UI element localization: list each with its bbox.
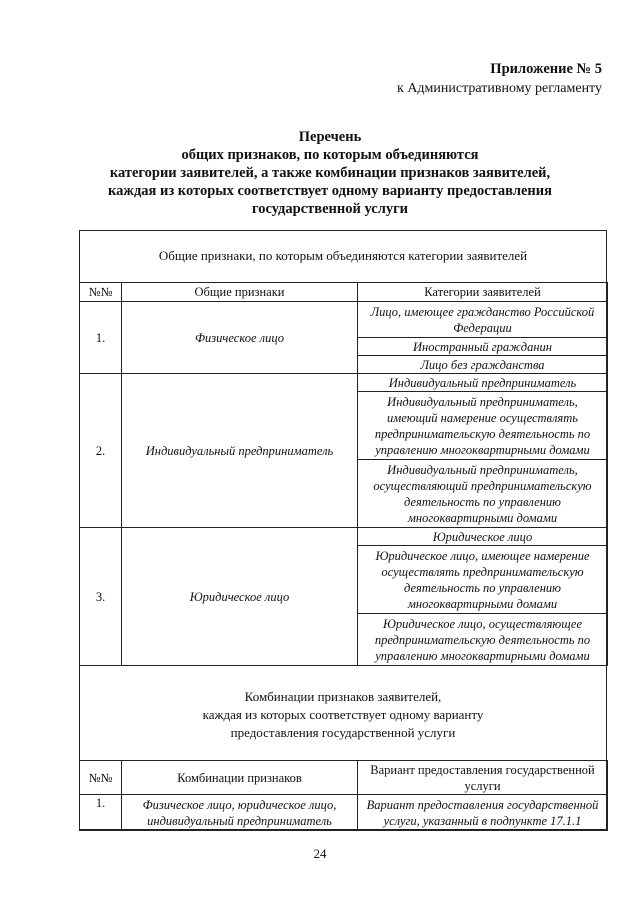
heading-line: государственной услуги — [251, 201, 409, 217]
category-cell: Лицо без гражданства — [358, 356, 608, 374]
table-header-row — [80, 761, 608, 795]
column-header: Комбинации признаков — [122, 761, 358, 795]
row-number: 3. — [80, 528, 122, 666]
document-heading — [60, 128, 600, 218]
column-header: Вариант предоставления государственной услуги — [358, 761, 608, 795]
table-header-row — [80, 283, 608, 302]
table-row — [80, 302, 608, 338]
section2-title-line: предоставления государственной услуги — [230, 725, 456, 740]
category-cell: Лицо, имеющее гражданство Российской Федерации — [358, 302, 608, 338]
column-header: Общие признаки — [122, 283, 358, 302]
combination-cell: Физическое лицо, юридическое лицо, индивидуальный предприниматель — [122, 795, 358, 831]
row-number: 1. — [80, 302, 122, 374]
feature-cell: Юридическое лицо — [122, 528, 358, 666]
row-number: 2. — [80, 374, 122, 528]
table-row — [80, 528, 608, 546]
category-cell: Юридическое лицо — [358, 528, 608, 546]
category-cell: Юридическое лицо, осуществляющее предпринимательскую деятельность по управлению многоквартирными домами — [358, 614, 608, 666]
category-cell: Юридическое лицо, имеющее намерение осуществлять предпринимательскую деятельность по управлению многоквартирными домами — [358, 546, 608, 614]
variant-cell: Вариант предоставления государственной услуги, указанный в подпункте 17.1.1 — [358, 795, 608, 831]
table-row — [80, 795, 608, 831]
table-row — [80, 374, 608, 392]
category-cell: Индивидуальный предприниматель, осуществляющий предпринимательскую деятельность по управлению многоквартирными домами — [358, 460, 608, 528]
features-table — [79, 282, 608, 666]
section1-title: Общие признаки, по которым объединяются категории заявителей — [158, 248, 528, 263]
category-cell: Индивидуальный предприниматель, имеющий намерение осуществлять предпринимательскую деятельность по управлению многоквартирными домами — [358, 392, 608, 460]
column-header: №№ — [80, 761, 122, 795]
column-header: Категории заявителей — [358, 283, 608, 302]
category-cell: Иностранный гражданин — [358, 338, 608, 356]
category-cell: Индивидуальный предприниматель — [358, 374, 608, 392]
row-number: 1. — [80, 795, 122, 831]
appendix-subtitle: к Административному регламенту — [397, 81, 602, 96]
page-number: 24 — [313, 846, 327, 861]
heading-line: каждая из которых соответствует одному варианту предоставления — [108, 183, 552, 199]
combinations-table — [79, 760, 608, 831]
appendix-header — [397, 60, 602, 98]
section2-title — [79, 688, 607, 742]
heading-line: общих признаков, по которым объединяются — [181, 147, 479, 163]
heading-line: категории заявителей, а также комбинации признаков заявителей, — [109, 165, 551, 181]
feature-cell: Физическое лицо — [122, 302, 358, 374]
feature-cell: Индивидуальный предприниматель — [122, 374, 358, 528]
section2-title-line: Комбинации признаков заявителей, — [244, 689, 442, 704]
section2-title-line: каждая из которых соответствует одному варианту — [202, 707, 484, 722]
appendix-title: Приложение № 5 — [490, 61, 602, 77]
heading-line: Перечень — [298, 129, 362, 145]
column-header: №№ — [80, 283, 122, 302]
